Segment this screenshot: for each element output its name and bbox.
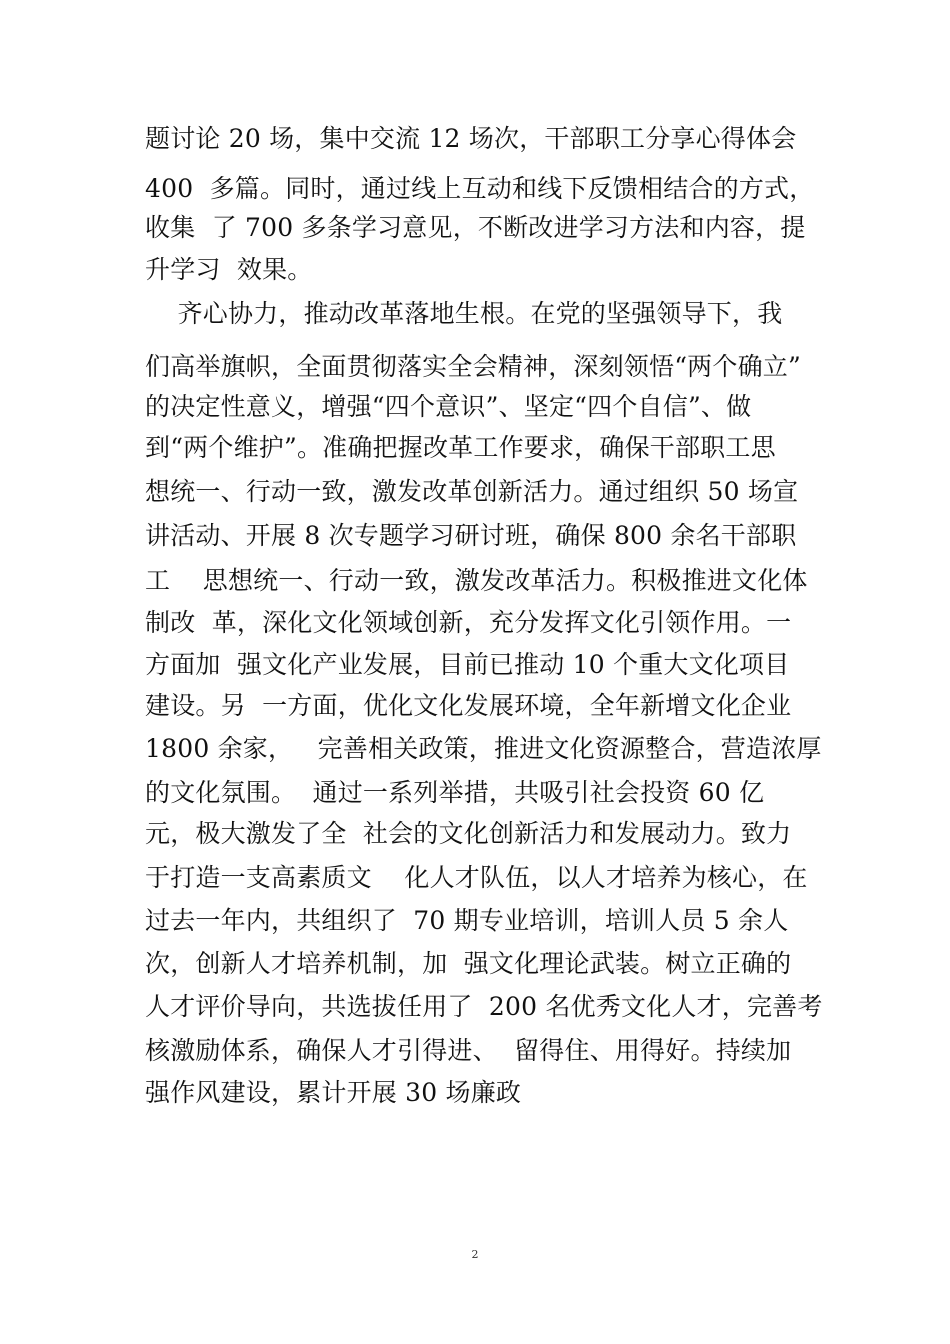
text-line: 元，极大激发了全 社会的文化创新活力和发展动力。致力 [145, 819, 792, 848]
text-line: 强作风建设，累计开展 30 场廉政 [145, 1078, 522, 1107]
text-line: 次，创新人才培养机制，加 强文化理论武装。树立正确的 [145, 949, 792, 978]
text-line: 于打造一支高素质文 化人才队伍，以人才培养为核心，在 [145, 863, 808, 892]
text-line: 建设。另 一方面，优化文化发展环境，全年新增文化企业 [145, 691, 792, 720]
text-line: 收集 了 700 多条学习意见，不断改进学习方法和内容，提 [145, 213, 806, 242]
text-line: 的决定性意义，增强“四个意识”、坚定“四个自信”、做 [145, 392, 752, 421]
text-line: 想统一、行动一致，激发改革创新活力。通过组织 50 场宣 [145, 477, 799, 506]
text-line: 制改 革，深化文化领域创新，充分发挥文化引领作用。一 [145, 608, 792, 637]
text-line: 人才评价导向，共选拔任用了 200 名优秀文化人才，完善考 [145, 992, 823, 1021]
text-line: 1800 余家， 完善相关政策，推进文化资源整合，营造浓厚 [145, 734, 822, 763]
text-line: 工 思想统一、行动一致，激发改革活力。积极推进文化体 [145, 566, 808, 595]
text-line: 题讨论 20 场，集中交流 12 场次，干部职工分享心得体会 [145, 124, 797, 153]
paragraph-first-line: 齐心协力，推动改革落地生根。在党的坚强领导下，我 [145, 299, 783, 328]
page-number: 2 [471, 1248, 479, 1261]
text-line: 讲活动、开展 8 次专题学习研讨班，确保 800 余名干部职 [145, 521, 797, 550]
text-line: 方面加 强文化产业发展，目前已推动 10 个重大文化项目 [145, 650, 790, 679]
text-line: 的文化氛围。 通过一系列举措，共吸引社会投资 60 亿 [145, 778, 765, 807]
text-line: 们高举旗帜，全面贯彻落实全会精神，深刻领悟“两个确立” [145, 352, 801, 381]
text-line: 升学习 效果。 [145, 255, 313, 284]
text-line: 过去一年内，共组织了 70 期专业培训，培训人员 5 余人 [145, 906, 789, 935]
text-line: 核激励体系，确保人才引得进、 留得住、用得好。持续加 [145, 1036, 792, 1065]
text-line: 400 多篇。同时，通过线上互动和线下反馈相结合的方式， [145, 174, 815, 203]
text-line: 到“两个维护”。准确把握改革工作要求，确保干部职工思 [145, 433, 776, 462]
